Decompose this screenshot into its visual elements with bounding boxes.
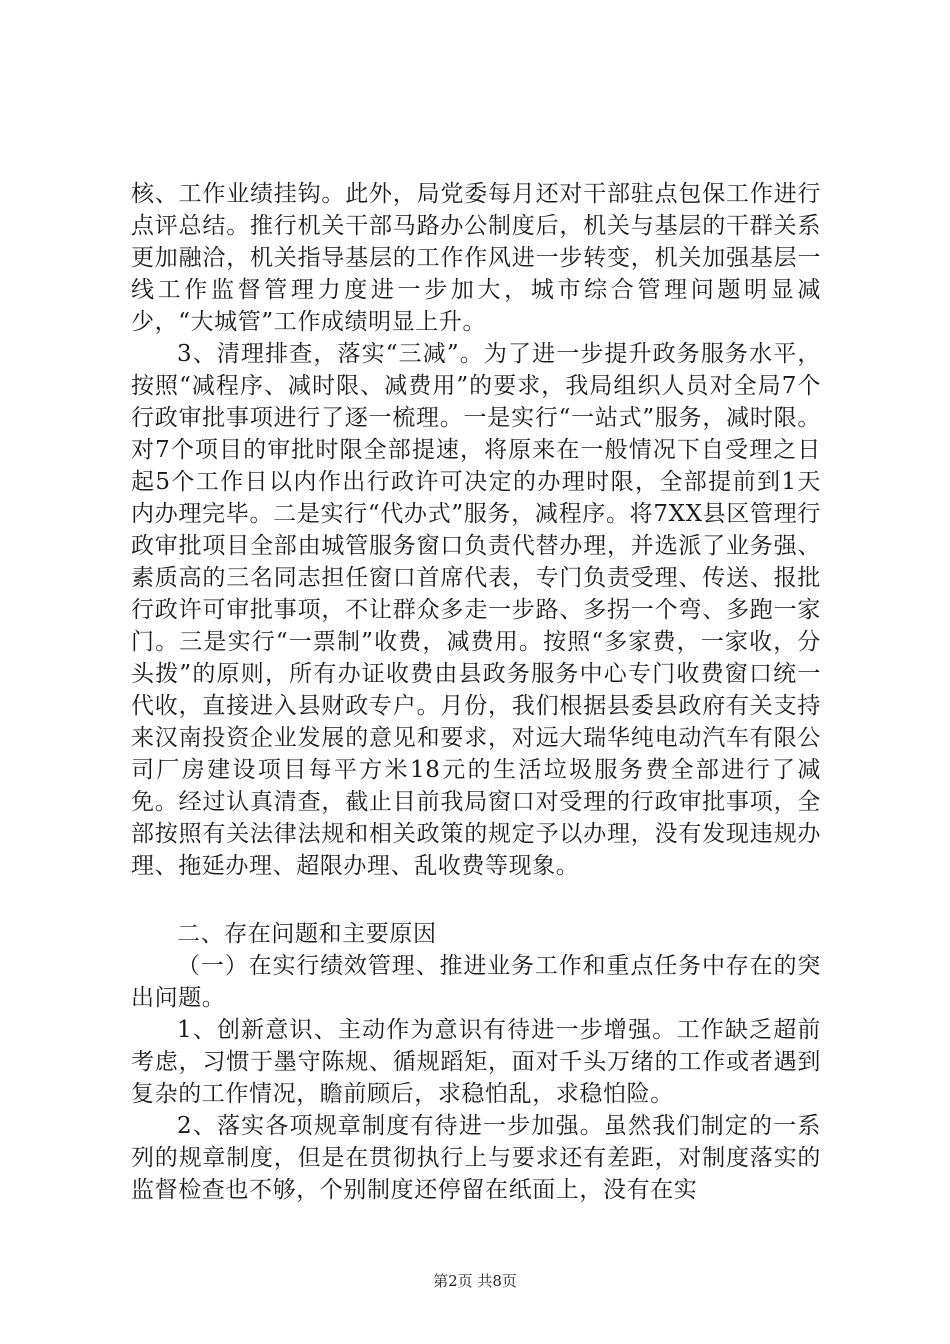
paragraph-continuation: 核、工作业绩挂钩。此外，局党委每月还对干部驻点包保工作进行点评总结。推行机关干部马路办公制度后，机关与基层的干群关系更加融洽，机关指导基层的工作作风进一步转变，机关加强基层一线工作监督管理力度进一步加大，城市综合管理问题明显减少，“大城管”工作成绩明显上升。: [131, 181, 821, 335]
section-heading-problems: 二、存在问题和主要原因: [177, 921, 437, 947]
document-body: [131, 178, 821, 1206]
paragraph-three-reductions: 3、清理排查，落实“三减”。为了进一步提升政务服务水平，按照“减程序、减时限、减费用”的要求，我局组织人员对全局7个行政审批事项进行了逐一梳理。一是实行“一站式”服务，减时限。对7个项目的审批时限全部提速，将原来在一般情况下自受理之日起5个工作日以内作出行政许可决定的办理时限，全部提前到1天内办理完毕。二是实行“代办式”服务，减程序。将7XX县区管理行政审批项目全部由城管服务窗口负责代替办理，并选派了业务强、素质高的三名同志担任窗口首席代表，专门负责受理、传送、报批行政许可审批事项，不让群众多走一步路、多拐一个弯、多跑一家门。三是实行“一票制”收费，减费用。按照“多家费，一家收，分头拨”的原则，所有办证收费由县政务服务中心专门收费窗口统一代收，直接进入县财政专户。月份，我们根据县委县政府有关支持来汉南投资企业发展的意见和要求，对远大瑞华纯电动汽车有限公司厂房建设项目每平方米18元的生活垃圾服务费全部进行了减免。经过认真清查，截止目前我局窗口对受理的行政审批事项，全部按照有关法律法规和相关政策的规定予以办理，没有发现违规办理、拖延办理、超限办理、乱收费等现象。: [131, 341, 821, 879]
paragraph-problem-2: 2、落实各项规章制度有待进一步加强。虽然我们制定的一系列的规章制度，但是在贯彻执行上与要求还有差距，对制度落实的监督检查也不够，个别制度还停留在纸面上，没有在实: [131, 1113, 821, 1203]
paragraph-problem-1: 1、创新意识、主动作为意识有待进一步增强。工作缺乏超前考虑，习惯于墨守陈规、循规蹈矩，面对千头万绪的工作或者遇到复杂的工作情况，瞻前顾后，求稳怕乱，求稳怕险。: [131, 1017, 821, 1107]
paragraph-gap: [131, 882, 821, 918]
subsection-heading: （一）在实行绩效管理、推进业务工作和重点任务中存在的突出问题。: [131, 953, 821, 1011]
page-footer: 第2页 共8页: [433, 1272, 517, 1290]
